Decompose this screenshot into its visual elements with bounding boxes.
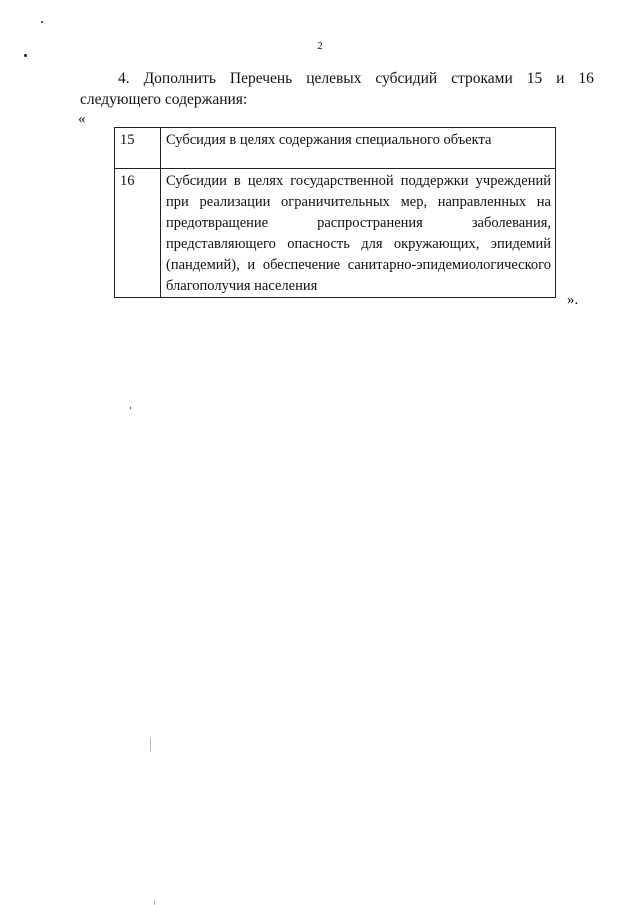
row-description: Субсидии в целях государственной поддержки учреждений при реализации ограничительных мер, направленных на предотвращение распространения заболевания, представляющего опасность для окружающих, эпидемий (пандемий), и обеспечение санитарно-эпидемиологического благополучия населения	[161, 169, 556, 298]
paragraph-word: субсидий	[375, 70, 438, 87]
close-quote: ».	[567, 292, 579, 308]
scan-margin-line	[154, 900, 155, 905]
paragraph-4	[80, 68, 594, 110]
row-description: Субсидия в целях содержания специального объекта	[161, 128, 556, 169]
paragraph-word: 16	[578, 70, 594, 87]
paragraph-word: 15	[526, 70, 543, 87]
scan-margin-line	[150, 738, 151, 752]
row-number: 16	[115, 169, 161, 298]
open-quote: «	[78, 111, 86, 127]
paragraph-word: строками	[451, 70, 513, 87]
page-number: 2	[317, 40, 323, 52]
paragraph-word: Дополнить	[143, 70, 216, 87]
paragraph-number: 4.	[118, 70, 130, 87]
paragraph-word: целевых	[306, 70, 362, 87]
paragraph-line-1	[80, 68, 594, 89]
paragraph-word: и	[556, 70, 565, 87]
row-number: 15	[115, 128, 161, 169]
scan-speck	[41, 21, 43, 23]
scan-speck	[130, 407, 131, 409]
scan-speck	[24, 54, 27, 57]
paragraph-line-2: следующего содержания:	[80, 91, 248, 108]
table-row	[115, 128, 556, 169]
subsidies-table	[114, 127, 556, 298]
table-row	[115, 169, 556, 298]
paragraph-word: Перечень	[229, 70, 293, 87]
